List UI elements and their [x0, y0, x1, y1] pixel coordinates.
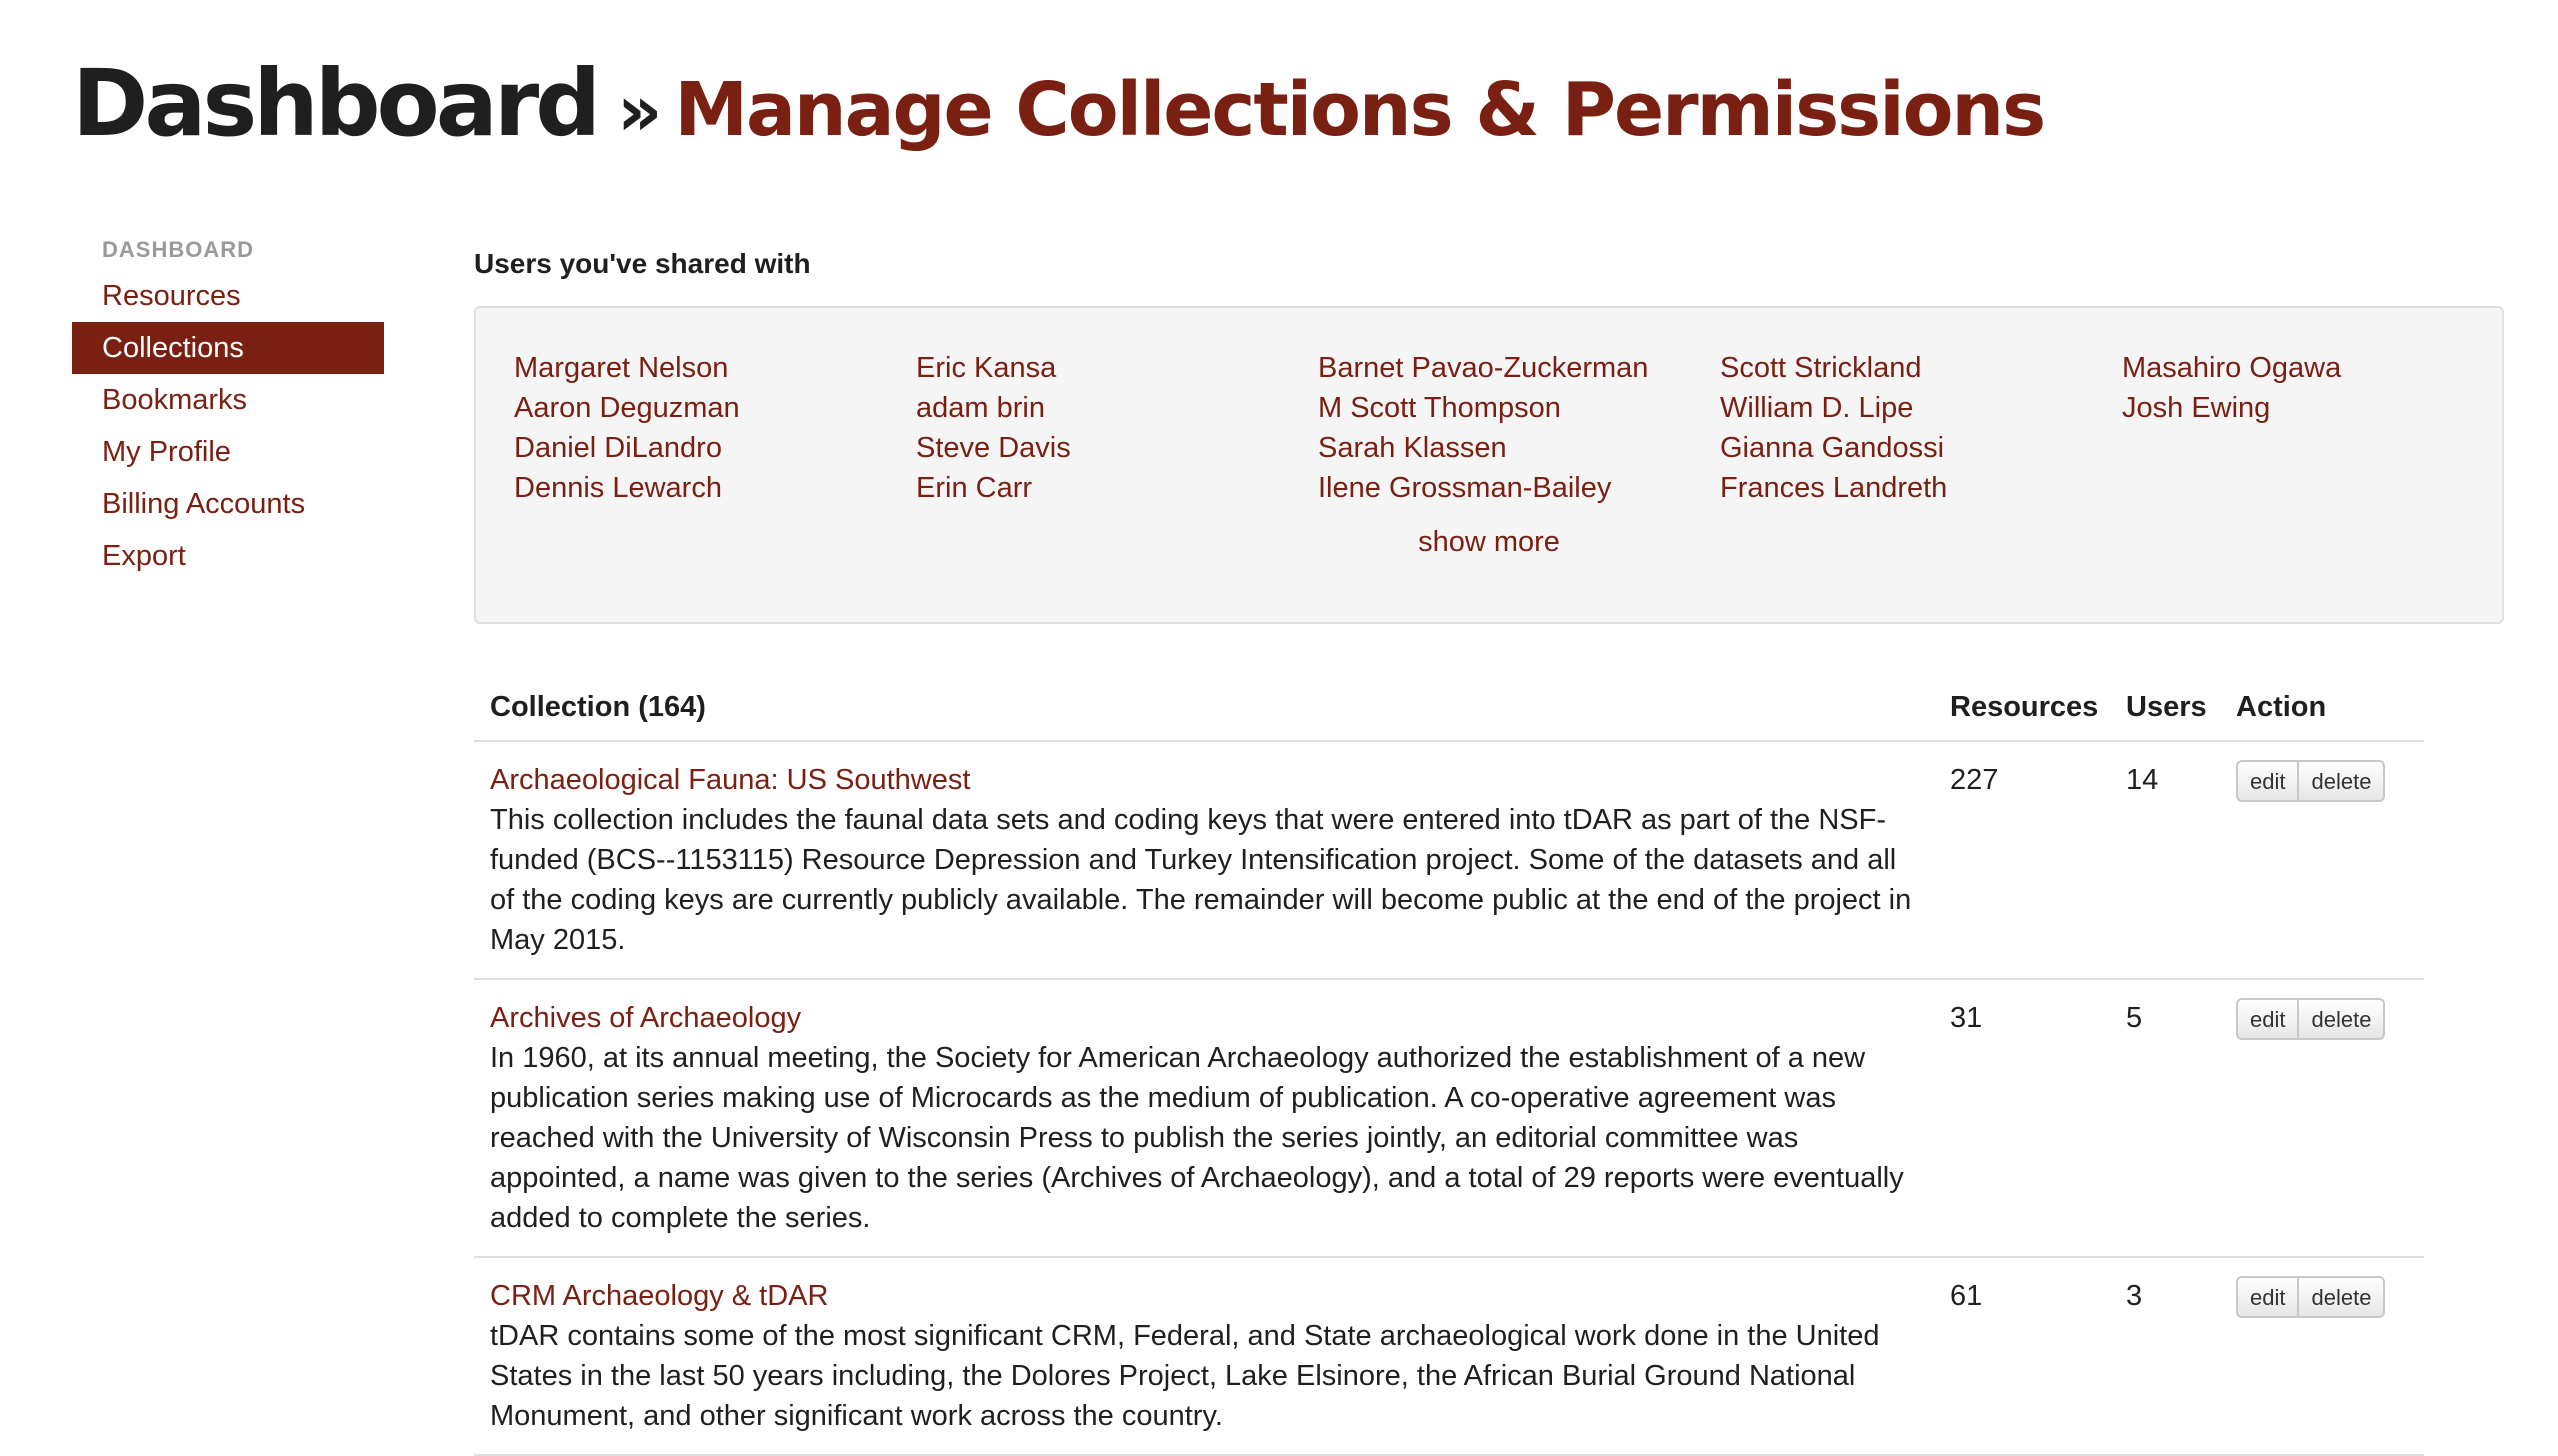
action-button-group	[2236, 1276, 2385, 1318]
action-button-group	[2236, 760, 2385, 802]
page-title	[72, 50, 2045, 157]
shared-user-link[interactable]: Daniel DiLandro	[514, 432, 722, 464]
shared-user-link[interactable]: Gianna Gandossi	[1720, 432, 1945, 464]
shared-user-link[interactable]: Frances Landreth	[1720, 472, 1948, 504]
users-count: 3	[2110, 1257, 2220, 1455]
action-button-group	[2236, 998, 2385, 1040]
edit-button[interactable]: edit	[2236, 760, 2298, 802]
breadcrumb-current: Manage Collections & Permissions	[674, 67, 2045, 153]
shared-user-link[interactable]: Ilene Grossman-Bailey	[1318, 472, 1612, 504]
collections-table	[474, 674, 2424, 1456]
shared-user-link[interactable]: Margaret Nelson	[514, 352, 729, 384]
sidebar-item-billing-accounts[interactable]: Billing Accounts	[102, 488, 306, 520]
shared-users-list	[514, 348, 2524, 508]
collection-cell	[474, 979, 1934, 1257]
delete-button[interactable]: delete	[2298, 1276, 2385, 1318]
column-header-users: Users	[2110, 674, 2220, 741]
shared-users-heading: Users you've shared with	[474, 248, 811, 279]
resources-count: 31	[1934, 979, 2110, 1257]
shared-users-panel	[474, 306, 2504, 624]
sidebar	[72, 234, 384, 582]
users-count: 5	[2110, 979, 2220, 1257]
shared-user-link[interactable]: Josh Ewing	[2122, 392, 2271, 424]
shared-user-link[interactable]: Scott Strickland	[1720, 352, 1922, 384]
shared-user-link[interactable]: M Scott Thompson	[1318, 392, 1561, 424]
delete-button[interactable]: delete	[2298, 998, 2385, 1040]
breadcrumb-separator: »	[617, 70, 661, 152]
sidebar-item-export[interactable]: Export	[102, 540, 186, 572]
edit-button[interactable]: edit	[2236, 998, 2298, 1040]
sidebar-item-my-profile[interactable]: My Profile	[102, 436, 231, 468]
edit-button[interactable]: edit	[2236, 1276, 2298, 1318]
sidebar-item-collections[interactable]: Collections	[72, 322, 384, 374]
collection-title-link[interactable]: Archaeological Fauna: US Southwest	[490, 764, 971, 796]
column-header-action: Action	[2220, 674, 2424, 741]
collection-description: In 1960, at its annual meeting, the Society for American Archaeology authorized the establishment of a new publication series making use of Microcards as the medium of publication. A co-operative agreement was reached with the University of Wisconsin Press to publish the series jointly, an editorial committee was appointed, a name was given to the series (Archives of Archaeology), and a total of 29 reports were eventually added to complete the series.	[490, 1042, 1904, 1234]
action-cell	[2220, 1257, 2424, 1455]
shared-user-link[interactable]: adam brin	[916, 392, 1045, 424]
sidebar-heading: DASHBOARD	[102, 237, 254, 262]
collection-description: tDAR contains some of the most significant CRM, Federal, and State archaeological work done in the United States in the last 50 years including, the Dolores Project, Lake Elsinore, the African Burial Ground National Monument, and other significant work across the country.	[490, 1320, 1880, 1432]
shared-user-link[interactable]: Eric Kansa	[916, 352, 1057, 384]
table-header-row	[474, 674, 2424, 741]
sidebar-list	[72, 270, 384, 582]
action-cell	[2220, 979, 2424, 1257]
table-row	[474, 1257, 2424, 1455]
users-count: 14	[2110, 741, 2220, 979]
shared-user-link[interactable]: Erin Carr	[916, 472, 1033, 504]
shared-user-link[interactable]: Barnet Pavao-Zuckerman	[1318, 352, 1649, 384]
shared-user-link[interactable]: Aaron Deguzman	[514, 392, 740, 424]
show-more-link[interactable]: show more	[1418, 526, 1560, 558]
collection-description: This collection includes the faunal data sets and coding keys that were entered into tDAR as part of the NSF-funded (BCS--1153115) Resource Depression and Turkey Intensification project. Some of the datasets and all of the coding keys are currently publicly available. The remainder will become public at the end of the project in May 2015.	[490, 804, 1912, 956]
shared-user-link[interactable]: Steve Davis	[916, 432, 1071, 464]
sidebar-item-resources[interactable]: Resources	[102, 280, 241, 312]
collection-cell	[474, 741, 1934, 979]
shared-user-link[interactable]: William D. Lipe	[1720, 392, 1914, 424]
action-cell	[2220, 741, 2424, 979]
shared-user-link[interactable]: Dennis Lewarch	[514, 472, 722, 504]
resources-count: 227	[1934, 741, 2110, 979]
collection-title-link[interactable]: Archives of Archaeology	[490, 1002, 802, 1034]
sidebar-item-bookmarks[interactable]: Bookmarks	[102, 384, 248, 416]
table-row	[474, 979, 2424, 1257]
column-header-resources: Resources	[1934, 674, 2110, 741]
collection-cell	[474, 1257, 1934, 1455]
collection-title-link[interactable]: CRM Archaeology & tDAR	[490, 1280, 829, 1312]
shared-user-link[interactable]: Masahiro Ogawa	[2122, 352, 2342, 384]
delete-button[interactable]: delete	[2298, 760, 2385, 802]
column-header-collection: Collection (164)	[474, 674, 1934, 741]
resources-count: 61	[1934, 1257, 2110, 1455]
shared-user-link[interactable]: Sarah Klassen	[1318, 432, 1507, 464]
breadcrumb-dashboard-link[interactable]: Dashboard	[72, 50, 598, 157]
table-row	[474, 741, 2424, 979]
